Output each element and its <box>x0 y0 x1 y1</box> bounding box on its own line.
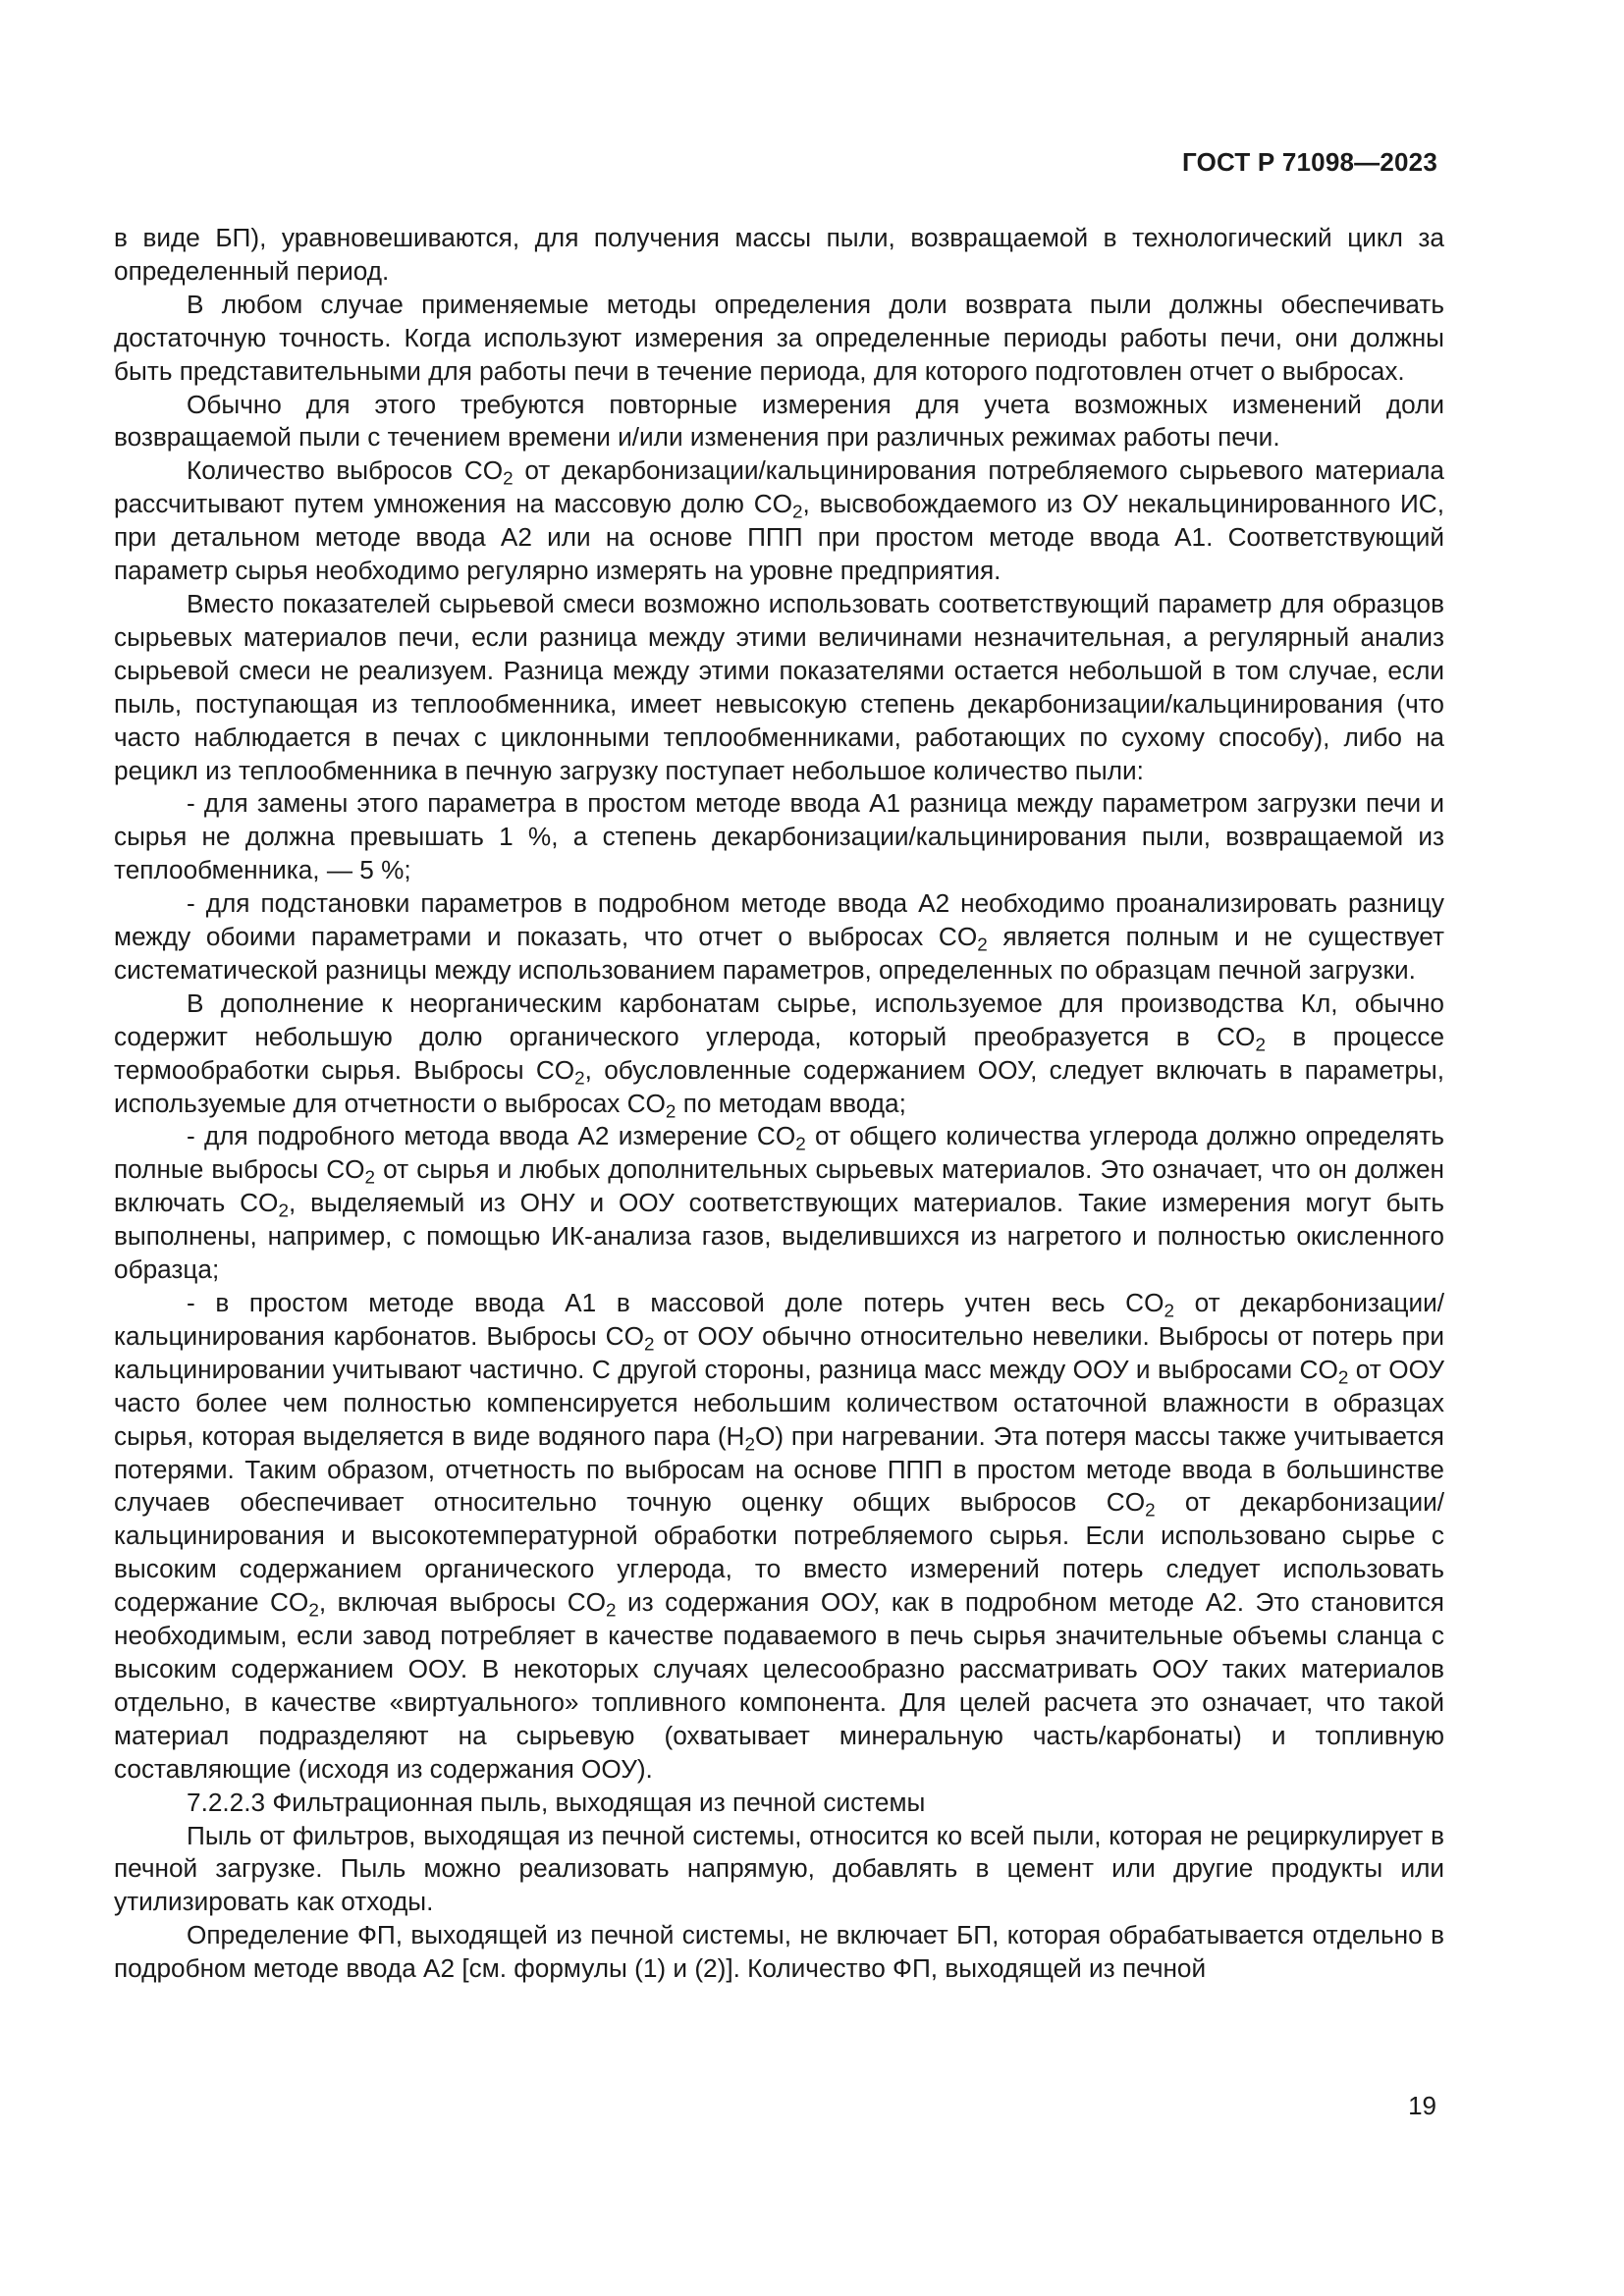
text-run: Пыль от фильтров, выходящая из печной системы, относится ко всей пыли, которая не рециркулирует в печной загрузке. Пыль можно реализовать напрямую, добавлять в цемент или другие продукты или утилизировать как отходы. <box>114 1820 1444 1917</box>
paragraph-p5 <box>114 588 1444 787</box>
subscript: 2 <box>1337 1366 1349 1388</box>
paragraph-p1 <box>114 222 1444 289</box>
text-run: от сырья и любых дополнительных сырьевых материалов. Это означает, что он должен включать CO <box>114 1154 1444 1218</box>
text-run: В любом случае применяемые методы определения доли возврата пыли должны обеспечивать достаточную точность. Когда используют измерения за определенные периоды работы печи, они должны быть представительными для работы печи в течение периода, для которого подготовлен отчет о выбросах. <box>114 289 1444 386</box>
text-run: - для замены этого параметра в простом методе ввода А1 разница между параметром загрузки печи и сырья не должна превышать 1 %, а степень декарбонизации/кальцинирования пыли, возвращаемой из теплообменника, — 5 %; <box>114 788 1444 885</box>
text-run: в виде БП), уравновешиваются, для получения массы пыли, возвращаемой в технологический цикл за определенный период. <box>114 223 1444 286</box>
text-run: В дополнение к неорганическим карбонатам сырье, используемое для производства Кл, обычно содержит небольшую долю органического углерода, который преобразуется в CO <box>114 988 1444 1051</box>
subscript: 2 <box>1255 1034 1266 1055</box>
text-run: - в простом методе ввода А1 в массовой доле потерь учтен весь CO <box>187 1288 1164 1317</box>
paragraph-p6 <box>114 787 1444 887</box>
text-run: от декарбонизации/кальцинирования карбонатов. Выбросы CO <box>114 1288 1444 1351</box>
text-run: из содержания ООУ, как в подробном методе А2. Это становится необходимым, если завод потребляет в качестве подаваемого в печь сырья значительные объемы сланца с высоким содержанием ООУ. В некоторых случаях целесообразно рассматривать ООУ таких материалов отдельно, в качестве «виртуального» топливного компонента. Для целей расчета это означает, что такой материал подразделяют на сырьевую (охватывает минеральную часть/карбонаты) и топливную составляющие (исходя из содержания ООУ). <box>114 1587 1444 1784</box>
paragraph-p12 <box>114 1820 1444 1920</box>
text-run: от декарбонизации/кальцинирования и высокотемпературной обработки потребляемого сырья. Если использовано сырье с высоким содержанием органического углерода, то вместо измерений потерь следует использовать содержание CO <box>114 1487 1445 1618</box>
text-run: Обычно для этого требуются повторные измерения для учета возможных изменений доли возвращаемой пыли с течением времени и/или изменения при различных режимах работы печи. <box>114 389 1444 453</box>
text-run: O) при нагревании. Эта потеря массы также учитывается потерями. Таким образом, отчетность по выбросам на основе ППП в простом методе ввода в большинстве случаев обеспечивает относительно точную оценку общих выбросов CO <box>114 1420 1444 1518</box>
subscript: 2 <box>1164 1300 1174 1321</box>
paragraph-p10 <box>114 1287 1444 1787</box>
subscript: 2 <box>792 501 803 522</box>
text-run: , включая выбросы CO <box>318 1587 607 1618</box>
text-run: , выделяемый из ОНУ и ООУ соответствующих материалов. Такие измерения могут быть выполнены, например, с помощью ИК-анализа газов, выделившихся из нагретого и полностью окисленного образца; <box>114 1188 1444 1285</box>
text-run: , высвобождаемого из ОУ некальцинированного ИС, при детальном методе ввода А2 или на основе ППП при простом методе ввода А1. Соответствующий параметр сырья необходимо регулярно измерять на уровне предприятия. <box>114 489 1444 586</box>
subscript: 2 <box>1145 1500 1156 1522</box>
paragraph-p3 <box>114 389 1444 455</box>
text-run: Количество выбросов CO <box>187 455 504 486</box>
paragraph-p8 <box>114 988 1444 1121</box>
document-header-standard: ГОСТ Р 71098—2023 <box>1182 147 1437 177</box>
text-run: по методам ввода; <box>676 1088 906 1118</box>
text-run: является полным и не существует систематической разницы между использованием параметров, определенных по образцам печной загрузки. <box>114 922 1444 985</box>
subscript: 2 <box>308 1599 319 1621</box>
subscript: 2 <box>795 1134 806 1155</box>
text-run: 7.2.2.3 Фильтрационная пыль, выходящая из печной системы <box>187 1787 926 1817</box>
text-run: от общего количества углерода должно определять полные выбросы CO <box>114 1121 1444 1185</box>
text-run: Определение ФП, выходящей из печной системы, не включает БП, которая обрабатывается отдельно в подробном методе ввода А2 [см. формулы (1) и (2)]. Количество ФП, выходящей из печной <box>114 1920 1444 1984</box>
subscript: 2 <box>606 1599 617 1621</box>
text-run: - для подробного метода ввода А2 измерение CO <box>187 1121 796 1151</box>
subscript: 2 <box>574 1067 585 1089</box>
paragraph-p2 <box>114 289 1444 389</box>
text-run: , обусловленные содержанием ООУ, следует включать в параметры, используемые для отчетности о выбросах CO <box>114 1054 1444 1118</box>
page-number: 19 <box>1408 2091 1436 2120</box>
subscript: 2 <box>665 1100 677 1122</box>
subscript: 2 <box>278 1200 289 1221</box>
paragraph-p13 <box>114 1919 1444 1986</box>
text-run: от ООУ обычно относительно невелики. Выбросы от потерь при кальцинировании учитывают частично. С другой стороны, разница масс между ООУ и выбросами CO <box>114 1320 1444 1384</box>
text-run: от декарбонизации/кальцинирования потребляемого сырьевого материала рассчитывают путем умножения на массовую долю CO <box>114 455 1444 519</box>
subscript: 2 <box>503 468 514 489</box>
text-run: Вместо показателей сырьевой смеси возможно использовать соответствующий параметр для образцов сырьевых материалов печи, если разница между этими величинами незначительная, а регулярный анализ сырьевой смеси не реализуем. Разница между этими показателями остается небольшой в том случае, если пыль, поступающая из теплообменника, имеет невысокую степень декарбонизации/кальцинирования (что часто наблюдается в печах с циклонными теплообменниками, работающих по сухому способу), либо на рецикл из теплообменника в печную загрузку поступает небольшое количество пыли: <box>114 588 1444 785</box>
paragraph-p7 <box>114 887 1444 988</box>
subscript: 2 <box>744 1433 755 1455</box>
document-body <box>114 222 1444 1986</box>
text-run: - для подстановки параметров в подробном методе ввода А2 необходимо проанализировать разницу между обоими параметрами и показать, что отчет о выбросах CO <box>114 888 1444 952</box>
text-run: в процессе термообработки сырья. Выбросы CO <box>114 1021 1445 1085</box>
subscript: 2 <box>977 934 988 955</box>
paragraph-p4 <box>114 454 1444 588</box>
paragraph-p9 <box>114 1120 1444 1287</box>
text-run: от ООУ часто более чем полностью компенсируется небольшим количеством остаточной влажности в образцах сырья, которая выделяется в виде водяного пара (H <box>114 1354 1444 1451</box>
subscript: 2 <box>364 1167 376 1189</box>
subscript: 2 <box>643 1333 655 1355</box>
paragraph-p11 <box>114 1787 1444 1820</box>
